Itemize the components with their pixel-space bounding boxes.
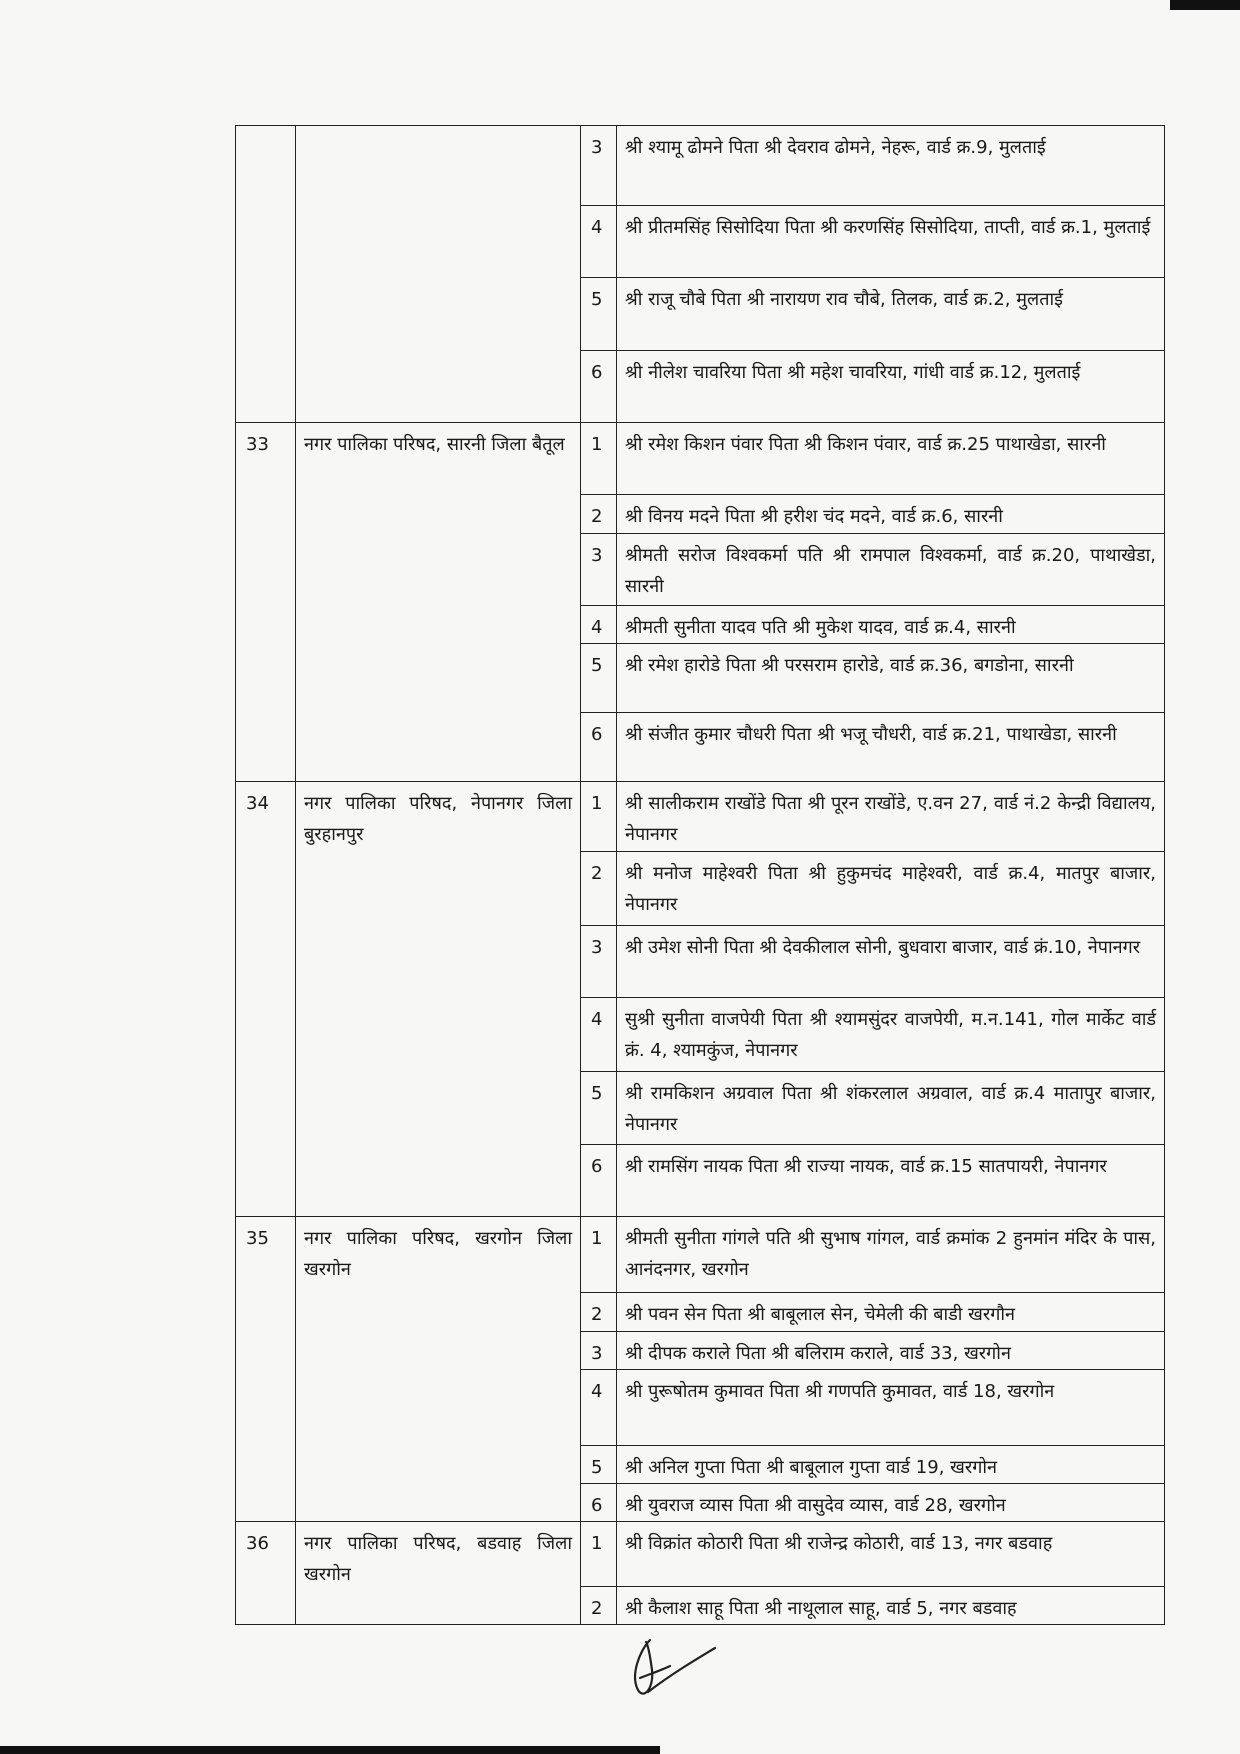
municipal-body-name — [296, 126, 581, 423]
entry-name-address: श्री नीलेश चावरिया पिता श्री महेश चावरिया, गांधी वार्ड क्र.12, मुलताई — [617, 351, 1165, 423]
entry-name-address: श्री दीपक कराले पिता श्री बलिराम कराले, वार्ड 33, खरगोन — [617, 1332, 1165, 1370]
entry-number: 3 — [581, 1332, 617, 1370]
entry-name-address: श्रीमती सुनीता गांगले पति श्री सुभाष गांगल, वार्ड क्रमांक 2 हुनमांन मंदिर के पास, आनंदनगर, खरगोन — [617, 1217, 1165, 1293]
entry-number: 1 — [581, 1522, 617, 1587]
nominee-table — [235, 125, 1165, 1625]
group-serial-number: 34 — [236, 782, 296, 1217]
entry-name-address: श्री रामसिंग नायक पिता श्री राज्या नायक, वार्ड क्र.15 सातपायरी, नेपानगर — [617, 1145, 1165, 1217]
table-row — [236, 782, 1165, 852]
entry-name-address: श्री कैलाश साहू पिता श्री नाथूलाल साहू, वार्ड 5, नगर बडवाह — [617, 1587, 1165, 1625]
entry-name-address: श्री उमेश सोनी पिता श्री देवकीलाल सोनी, बुधवारा बाजार, वार्ड क्रं.10, नेपानगर — [617, 926, 1165, 998]
entry-number: 3 — [581, 534, 617, 606]
entry-number: 3 — [581, 126, 617, 206]
entry-name-address: श्रीमती सुनीता यादव पति श्री मुकेश यादव, वार्ड क्र.4, सारनी — [617, 606, 1165, 644]
entry-name-address: श्री संजीत कुमार चौधरी पिता श्री भजू चौधरी, वार्ड क्र.21, पाथाखेडा, सारनी — [617, 713, 1165, 782]
entry-name-address: श्री राजू चौबे पिता श्री नारायण राव चौबे, तिलक, वार्ड क्र.2, मुलताई — [617, 278, 1165, 351]
entry-number: 6 — [581, 1484, 617, 1522]
group-serial-number: 35 — [236, 1217, 296, 1522]
nominee-table-body — [236, 126, 1165, 1625]
scan-edge-mark — [0, 1746, 660, 1754]
entry-name-address: श्री सालीकराम राखोंडे पिता श्री पूरन राखोंडे, ए.वन 27, वार्ड नं.2 केन्द्री विद्यालय, नेपानगर — [617, 782, 1165, 852]
entry-number: 3 — [581, 926, 617, 998]
table-row — [236, 1522, 1165, 1587]
entry-name-address: श्री रमेश हारोडे पिता श्री परसराम हारोडे, वार्ड क्र.36, बगडोना, सारनी — [617, 644, 1165, 713]
entry-name-address: श्री पुरूषोतम कुमावत पिता श्री गणपति कुमावत, वार्ड 18, खरगोन — [617, 1370, 1165, 1446]
municipal-body-name: नगर पालिका परिषद, सारनी जिला बैतूल — [296, 423, 581, 782]
entry-name-address: सुश्री सुनीता वाजपेयी पिता श्री श्यामसुंदर वाजपेयी, म.न.141, गोल मार्केट वार्ड क्रं. 4, श्यामकुंज, नेपानगर — [617, 998, 1165, 1072]
entry-name-address: श्री अनिल गुप्ता पिता श्री बाबूलाल गुप्ता वार्ड 19, खरगोन — [617, 1446, 1165, 1484]
entry-number: 4 — [581, 1370, 617, 1446]
entry-name-address: श्री रामकिशन अग्रवाल पिता श्री शंकरलाल अग्रवाल, वार्ड क्र.4 मातापुर बाजार, नेपानगर — [617, 1072, 1165, 1145]
municipal-body-name: नगर पालिका परिषद, खरगोन जिला खरगोन — [296, 1217, 581, 1522]
group-serial-number: 36 — [236, 1522, 296, 1625]
signature-mark — [610, 1630, 720, 1710]
entry-number: 2 — [581, 495, 617, 534]
entry-number: 4 — [581, 998, 617, 1072]
entry-name-address: श्री श्यामू ढोमने पिता श्री देवराव ढोमने, नेहरू, वार्ड क्र.9, मुलताई — [617, 126, 1165, 206]
table-row — [236, 1217, 1165, 1293]
entry-name-address: श्री मनोज माहेश्वरी पिता श्री हुकुमचंद माहेश्वरी, वार्ड क्र.4, मातपुर बाजार, नेपानगर — [617, 852, 1165, 926]
entry-number: 5 — [581, 1446, 617, 1484]
entry-number: 5 — [581, 1072, 617, 1145]
entry-number: 6 — [581, 1145, 617, 1217]
entry-name-address: श्री प्रीतमसिंह सिसोदिया पिता श्री करणसिंह सिसोदिया, ताप्ती, वार्ड क्र.1, मुलताई — [617, 206, 1165, 278]
scan-edge-mark — [1170, 0, 1240, 10]
entry-number: 1 — [581, 423, 617, 495]
entry-number: 2 — [581, 1587, 617, 1625]
group-serial-number: 33 — [236, 423, 296, 782]
entry-number: 5 — [581, 278, 617, 351]
entry-number: 4 — [581, 206, 617, 278]
municipal-body-name: नगर पालिका परिषद, नेपानगर जिला बुरहानपुर — [296, 782, 581, 1217]
table-row — [236, 423, 1165, 495]
entry-number: 1 — [581, 1217, 617, 1293]
entry-name-address: श्री विनय मदने पिता श्री हरीश चंद मदने, वार्ड क्र.6, सारनी — [617, 495, 1165, 534]
entry-number: 1 — [581, 782, 617, 852]
municipal-body-name: नगर पालिका परिषद, बडवाह जिला खरगोन — [296, 1522, 581, 1625]
entry-name-address: श्री रमेश किशन पंवार पिता श्री किशन पंवार, वार्ड क्र.25 पाथाखेडा, सारनी — [617, 423, 1165, 495]
entry-number: 6 — [581, 713, 617, 782]
entry-name-address: श्री विक्रांत कोठारी पिता श्री राजेन्द्र कोठारी, वार्ड 13, नगर बडवाह — [617, 1522, 1165, 1587]
entry-number: 2 — [581, 1293, 617, 1332]
entry-number: 6 — [581, 351, 617, 423]
entry-number: 2 — [581, 852, 617, 926]
group-serial-number — [236, 126, 296, 423]
entry-name-address: श्री युवराज व्यास पिता श्री वासुदेव व्यास, वार्ड 28, खरगोन — [617, 1484, 1165, 1522]
entry-number: 4 — [581, 606, 617, 644]
entry-name-address: श्री पवन सेन पिता श्री बाबूलाल सेन, चेमेली की बाडी खरगौन — [617, 1293, 1165, 1332]
table-row — [236, 126, 1165, 206]
entry-name-address: श्रीमती सरोज विश्वकर्मा पति श्री रामपाल विश्वकर्मा, वार्ड क्र.20, पाथाखेडा, सारनी — [617, 534, 1165, 606]
entry-number: 5 — [581, 644, 617, 713]
